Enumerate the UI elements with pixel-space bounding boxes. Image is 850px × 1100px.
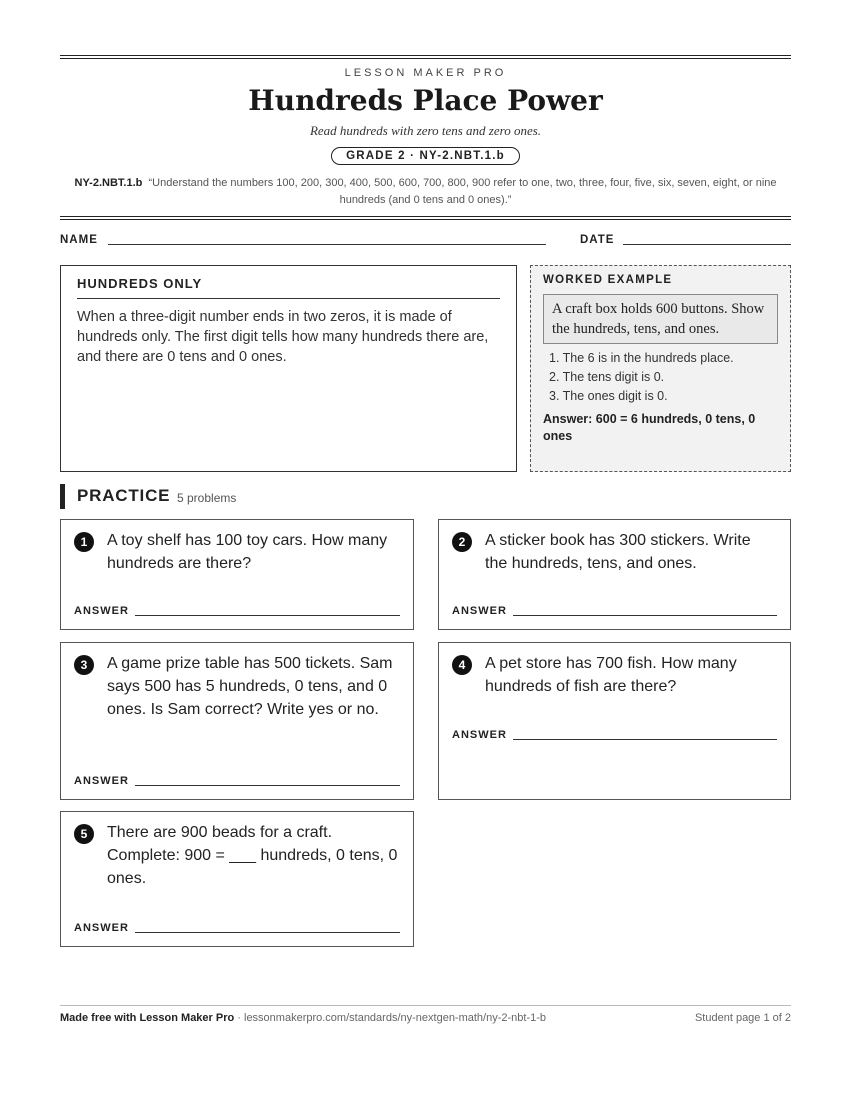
problem-number: 2 xyxy=(452,532,472,552)
page-subtitle: Read hundreds with zero tens and zero ones. xyxy=(309,123,542,138)
answer-line[interactable] xyxy=(513,739,777,740)
footer-url[interactable]: · lessonmakerpro.com/standards/ny-nextgen-math/ny-2-nbt-1-b xyxy=(234,1012,547,1024)
date-field[interactable] xyxy=(623,244,791,245)
problem-text: A game prize table has 500 tickets. Sam says 500 has 5 hundreds, 0 tens, and 0 ones. Is Sam correct? Write yes or no. xyxy=(107,655,393,718)
problem-card-5 xyxy=(60,811,414,947)
answer-line[interactable] xyxy=(135,932,400,933)
problem-number: 4 xyxy=(452,655,472,675)
standard-text: “Understand the numbers 100, 200, 300, 400, 500, 600, 700, 800, 900 refer to one, two, three, four, five, six, seven, eight, or nine hundreds (and 0 tens and 0 ones).” xyxy=(148,177,777,206)
name-field[interactable] xyxy=(108,244,546,245)
practice-accent-bar xyxy=(60,484,65,509)
header-top-rule xyxy=(60,55,791,59)
grade-badge: GRADE 2 · NY-2.NBT.1.b xyxy=(331,147,520,165)
concept-body: When a three-digit number ends in two zeros, it is made of hundreds only. The first digit tells how many hundreds there are, and there are 0 tens and 0 ones. xyxy=(77,309,489,365)
page-title: Hundreds Place Power xyxy=(248,84,603,117)
answer-label: ANSWER xyxy=(452,729,507,741)
problem-text: There are 900 beads for a craft. Complete: 900 = ___ hundreds, 0 tens, 0 ones. xyxy=(107,824,398,887)
concept-box xyxy=(60,265,517,472)
footer-made-with: Made free with Lesson Maker Pro xyxy=(60,1012,235,1024)
answer-label: ANSWER xyxy=(452,605,507,617)
date-label: DATE xyxy=(580,234,615,246)
footer-credit xyxy=(60,1012,546,1024)
worked-example-step: 3. The ones digit is 0. xyxy=(549,389,668,403)
answer-label: ANSWER xyxy=(74,775,129,787)
standard-statement xyxy=(60,175,791,209)
answer-line[interactable] xyxy=(513,615,777,616)
problem-text: A toy shelf has 100 toy cars. How many hundreds are there? xyxy=(107,532,388,572)
problem-card-3 xyxy=(60,642,414,800)
worked-example-steps xyxy=(543,349,778,406)
header-bottom-rule xyxy=(60,216,791,220)
problem-number: 3 xyxy=(74,655,94,675)
problem-card-2 xyxy=(438,519,791,630)
problem-card-1 xyxy=(60,519,414,630)
practice-title: PRACTICE xyxy=(77,486,171,505)
worked-example-problem: A craft box holds 600 buttons. Show the hundreds, tens, and ones. xyxy=(543,294,778,344)
worked-example-title: WORKED EXAMPLE xyxy=(543,274,673,286)
problem-text: A sticker book has 300 stickers. Write the hundreds, tens, and ones. xyxy=(485,532,751,572)
footer-rule xyxy=(60,1005,791,1006)
answer-line[interactable] xyxy=(135,615,400,616)
name-label: NAME xyxy=(60,234,98,246)
answer-label: ANSWER xyxy=(74,922,129,934)
practice-count: 5 problems xyxy=(177,491,237,505)
answer-line[interactable] xyxy=(135,785,400,786)
brand-name: LESSON MAKER PRO xyxy=(344,67,507,79)
problem-card-4 xyxy=(438,642,791,800)
problem-number: 1 xyxy=(74,532,94,552)
standard-code: NY-2.NBT.1.b xyxy=(74,177,143,189)
worked-example-step: 2. The tens digit is 0. xyxy=(549,370,665,384)
problem-number: 5 xyxy=(74,824,94,844)
answer-label: ANSWER xyxy=(74,605,129,617)
worked-example-box xyxy=(530,265,791,472)
problem-text: A pet store has 700 fish. How many hundreds of fish are there? xyxy=(485,655,737,695)
concept-title: HUNDREDS ONLY xyxy=(77,276,500,299)
grade-badge-row xyxy=(60,146,791,165)
footer-page-number: Student page 1 of 2 xyxy=(694,1012,791,1024)
worked-example-step: 1. The 6 is in the hundreds place. xyxy=(549,351,734,365)
worked-example-answer: Answer: 600 = 6 hundreds, 0 tens, 0 ones xyxy=(543,412,756,443)
